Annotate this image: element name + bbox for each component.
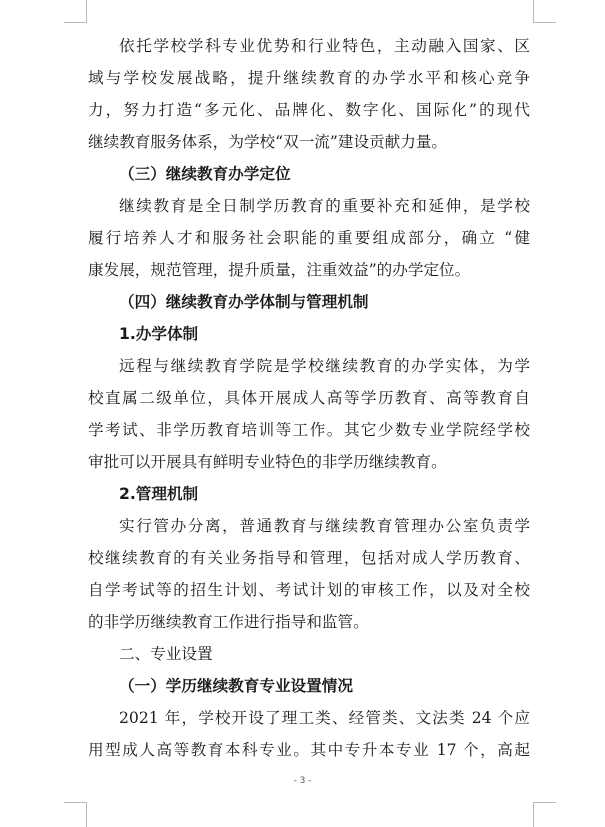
subsection-heading: 2.管理机制 (119, 485, 199, 503)
paragraph-line: 审批可以开展具有鲜明专业特色的非学历继续教育。 (88, 453, 447, 471)
crop-mark-top-left-horizontal (64, 22, 87, 23)
paragraph-line: 校继续教育的有关业务指导和管理，包括对成人学历教育、 (88, 549, 530, 567)
crop-mark-bottom-left-horizontal (64, 802, 87, 803)
paragraph-line: 自学考试等的招生计划、考试计划的审核工作，以及对全校 (88, 581, 530, 599)
crop-mark-top-right-horizontal (533, 22, 556, 23)
subsection-heading: 1.办学体制 (119, 325, 199, 343)
paragraph-line: 依托学校学科专业优势和行业特色，主动融入国家、区 (119, 37, 530, 55)
crop-mark-bottom-right-vertical (533, 802, 534, 827)
paragraph-line: 实行管办分离，普通教育与继续教育管理办公室负责学 (119, 517, 530, 535)
page-number: - 3 - (293, 776, 312, 786)
paragraph-line: 的非学历继续教育工作进行指导和监管。 (88, 613, 369, 631)
section-heading: （四）继续教育办学体制与管理机制 (119, 293, 369, 311)
paragraph-line: 履行培养人才和服务社会职能的重要组成部分，确立 “健 (88, 229, 530, 247)
crop-mark-top-left-vertical (86, 0, 87, 22)
paragraph-line: 校直属二级单位，具体开展成人高等学历教育、高等教育自 (88, 389, 530, 407)
crop-mark-top-right-vertical (533, 0, 534, 22)
paragraph-line: 域与学校发展战略，提升继续教育的办学水平和核心竞争 (88, 69, 530, 87)
paragraph-line: 用型成人高等教育本科专业。其中专升本专业 17 个，高起 (88, 741, 530, 759)
paragraph-line: 继续教育是全日制学历教育的重要补充和延伸，是学校 (119, 197, 530, 215)
paragraph-line: 力，努力打造“多元化、品牌化、数字化、国际化”的现代 (88, 101, 530, 119)
section-heading: （三）继续教育办学定位 (119, 165, 291, 183)
paragraph-line: 学考试、非学历教育培训等工作。其它少数专业学院经学校 (88, 421, 530, 439)
crop-mark-bottom-left-vertical (86, 802, 87, 827)
paragraph-line: 远程与继续教育学院是学校继续教育的办学实体，为学 (119, 357, 530, 375)
paragraph-line: 康发展，规范管理，提升质量，注重效益”的办学定位。 (88, 261, 471, 279)
section-heading: （一）学历继续教育专业设置情况 (119, 677, 353, 695)
paragraph-line: 继续教育服务体系，为学校“双一流”建设贡献力量。 (88, 133, 448, 151)
paragraph-line: 2021 年，学校开设了理工类、经管类、文法类 24 个应 (119, 709, 530, 727)
crop-mark-bottom-right-horizontal (533, 802, 556, 803)
chapter-heading: 二、专业设置 (119, 645, 213, 663)
